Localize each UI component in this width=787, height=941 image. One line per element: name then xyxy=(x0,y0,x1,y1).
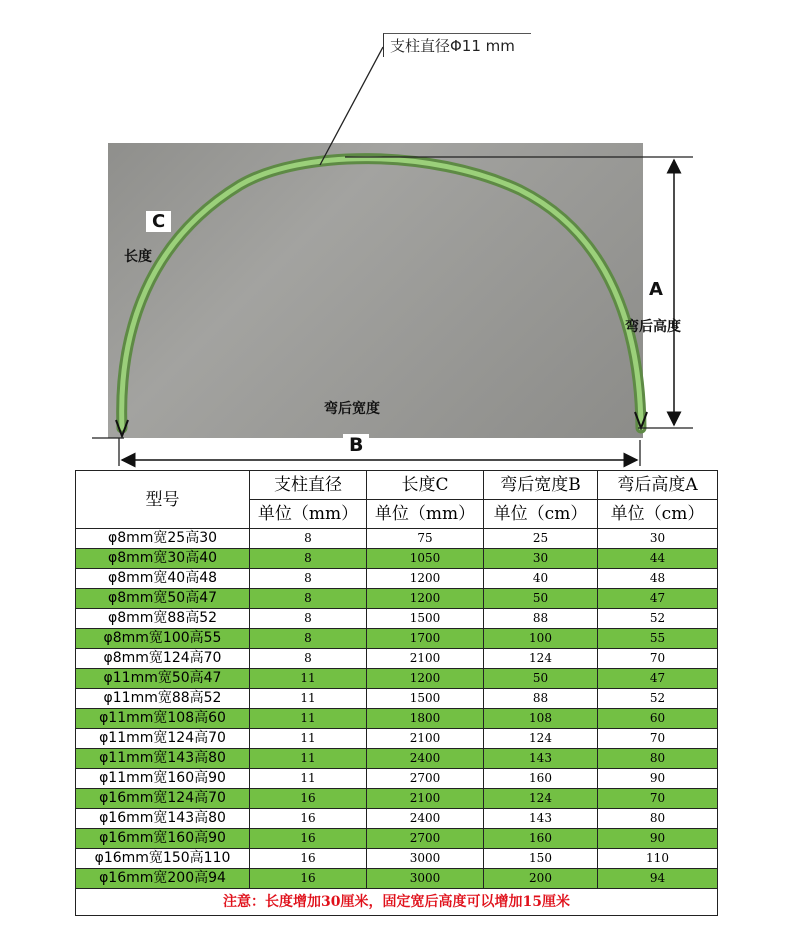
cell-length: 1500 xyxy=(367,609,484,629)
cell-height: 60 xyxy=(598,709,718,729)
label-height: 弯后高度 xyxy=(625,319,681,335)
diameter-callout: 支柱直径Φ11 mm xyxy=(383,33,531,57)
table-row xyxy=(76,529,718,549)
cell-width: 150 xyxy=(484,849,598,869)
cell-diameter: 16 xyxy=(250,869,367,889)
arch-pipe-highlight xyxy=(122,159,641,428)
cell-height: 44 xyxy=(598,549,718,569)
cell-width: 143 xyxy=(484,749,598,769)
cell-height: 110 xyxy=(598,849,718,869)
cell-length: 1200 xyxy=(367,589,484,609)
cell-width: 100 xyxy=(484,629,598,649)
cell-width: 88 xyxy=(484,609,598,629)
cell-height: 52 xyxy=(598,689,718,709)
cell-width: 50 xyxy=(484,589,598,609)
cell-width: 160 xyxy=(484,769,598,789)
cell-height: 47 xyxy=(598,669,718,689)
header-height: 弯后高度A xyxy=(598,471,718,500)
cell-model: φ11mm宽108高60 xyxy=(76,709,250,729)
cell-height: 55 xyxy=(598,629,718,649)
cell-model: φ8mm宽30高40 xyxy=(76,549,250,569)
table-row xyxy=(76,729,718,749)
cell-width: 160 xyxy=(484,829,598,849)
cell-diameter: 8 xyxy=(250,629,367,649)
cell-model: φ11mm宽160高90 xyxy=(76,769,250,789)
cell-length: 1500 xyxy=(367,689,484,709)
spec-table xyxy=(75,470,718,916)
cell-diameter: 8 xyxy=(250,609,367,629)
cell-diameter: 16 xyxy=(250,809,367,829)
cell-model: φ16mm宽143高80 xyxy=(76,809,250,829)
cell-diameter: 8 xyxy=(250,569,367,589)
cell-width: 124 xyxy=(484,789,598,809)
cell-height: 52 xyxy=(598,609,718,629)
cell-model: φ11mm宽88高52 xyxy=(76,689,250,709)
cell-height: 90 xyxy=(598,769,718,789)
cell-width: 50 xyxy=(484,669,598,689)
cell-diameter: 11 xyxy=(250,749,367,769)
cell-length: 75 xyxy=(367,529,484,549)
cell-diameter: 8 xyxy=(250,589,367,609)
cell-height: 30 xyxy=(598,529,718,549)
cell-width: 40 xyxy=(484,569,598,589)
cell-model: φ16mm宽200高94 xyxy=(76,869,250,889)
header-unit-width: 单位（cm） xyxy=(484,500,598,529)
table-row xyxy=(76,749,718,769)
header-model: 型号 xyxy=(76,471,250,529)
cell-width: 124 xyxy=(484,729,598,749)
cell-diameter: 8 xyxy=(250,549,367,569)
table-row xyxy=(76,809,718,829)
cell-model: φ8mm宽88高52 xyxy=(76,609,250,629)
note-row xyxy=(76,889,718,916)
cell-height: 70 xyxy=(598,649,718,669)
cell-length: 1050 xyxy=(367,549,484,569)
table-row xyxy=(76,709,718,729)
arch-drawing xyxy=(0,0,787,470)
cell-length: 1200 xyxy=(367,669,484,689)
cell-diameter: 11 xyxy=(250,709,367,729)
cell-diameter: 16 xyxy=(250,849,367,869)
cell-height: 94 xyxy=(598,869,718,889)
cell-length: 1200 xyxy=(367,569,484,589)
cell-model: φ16mm宽160高90 xyxy=(76,829,250,849)
cell-diameter: 8 xyxy=(250,529,367,549)
cell-length: 1700 xyxy=(367,629,484,649)
cell-height: 80 xyxy=(598,749,718,769)
table-row xyxy=(76,609,718,629)
cell-model: φ11mm宽50高47 xyxy=(76,669,250,689)
table-row xyxy=(76,849,718,869)
header-unit-diameter: 单位（mm） xyxy=(250,500,367,529)
cell-width: 108 xyxy=(484,709,598,729)
table-row xyxy=(76,669,718,689)
table-row xyxy=(76,869,718,889)
cell-width: 88 xyxy=(484,689,598,709)
cell-length: 2100 xyxy=(367,649,484,669)
cell-length: 2100 xyxy=(367,729,484,749)
arch-diagram xyxy=(0,0,787,470)
cell-height: 48 xyxy=(598,569,718,589)
cell-model: φ16mm宽150高110 xyxy=(76,849,250,869)
header-length: 长度C xyxy=(367,471,484,500)
note-text: 注意：长度增加30厘米，固定宽后高度可以增加15厘米 xyxy=(76,889,718,916)
callout-leader xyxy=(320,47,383,165)
cell-height: 70 xyxy=(598,789,718,809)
table-row xyxy=(76,789,718,809)
cell-length: 2700 xyxy=(367,769,484,789)
cell-width: 124 xyxy=(484,649,598,669)
cell-height: 90 xyxy=(598,829,718,849)
cell-width: 25 xyxy=(484,529,598,549)
table-row xyxy=(76,769,718,789)
cell-diameter: 16 xyxy=(250,789,367,809)
cell-model: φ8mm宽50高47 xyxy=(76,589,250,609)
table-row xyxy=(76,569,718,589)
table-row xyxy=(76,589,718,609)
table-row xyxy=(76,629,718,649)
cell-diameter: 11 xyxy=(250,689,367,709)
header-unit-length: 单位（mm） xyxy=(367,500,484,529)
cell-length: 2400 xyxy=(367,749,484,769)
cell-model: φ11mm宽143高80 xyxy=(76,749,250,769)
cell-length: 3000 xyxy=(367,869,484,889)
header-unit-height: 单位（cm） xyxy=(598,500,718,529)
cell-diameter: 16 xyxy=(250,829,367,849)
cell-diameter: 11 xyxy=(250,729,367,749)
cell-length: 1800 xyxy=(367,709,484,729)
arch-pipe xyxy=(122,159,641,428)
label-a: A xyxy=(643,279,669,300)
table-row xyxy=(76,549,718,569)
label-width: 弯后宽度 xyxy=(324,401,380,417)
cell-length: 2700 xyxy=(367,829,484,849)
cell-width: 200 xyxy=(484,869,598,889)
table-row xyxy=(76,689,718,709)
header-diameter: 支柱直径 xyxy=(250,471,367,500)
cell-model: φ8mm宽25高30 xyxy=(76,529,250,549)
cell-model: φ11mm宽124高70 xyxy=(76,729,250,749)
cell-model: φ8mm宽40高48 xyxy=(76,569,250,589)
cell-diameter: 11 xyxy=(250,769,367,789)
cell-width: 143 xyxy=(484,809,598,829)
cell-height: 47 xyxy=(598,589,718,609)
cell-length: 2400 xyxy=(367,809,484,829)
cell-model: φ8mm宽100高55 xyxy=(76,629,250,649)
table-row xyxy=(76,829,718,849)
cell-model: φ8mm宽124高70 xyxy=(76,649,250,669)
label-c: C xyxy=(146,211,171,232)
cell-width: 30 xyxy=(484,549,598,569)
cell-model: φ16mm宽124高70 xyxy=(76,789,250,809)
cell-length: 2100 xyxy=(367,789,484,809)
cell-length: 3000 xyxy=(367,849,484,869)
label-b: B xyxy=(343,434,369,456)
header-width: 弯后宽度B xyxy=(484,471,598,500)
cell-height: 80 xyxy=(598,809,718,829)
cell-diameter: 11 xyxy=(250,669,367,689)
table-row xyxy=(76,649,718,669)
cell-diameter: 8 xyxy=(250,649,367,669)
cell-height: 70 xyxy=(598,729,718,749)
label-length: 长度 xyxy=(124,249,152,265)
